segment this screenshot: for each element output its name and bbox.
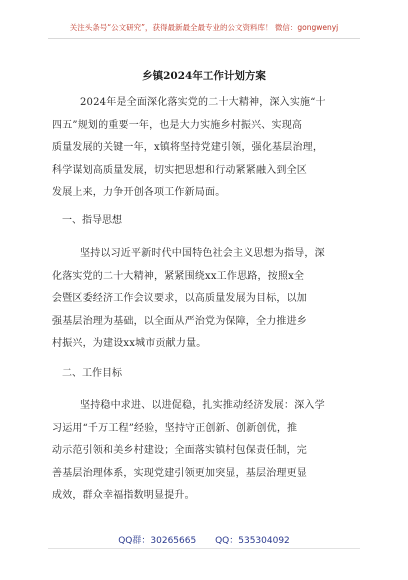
paragraph-line: 发展上来，力争开创各项工作新局面。 — [52, 187, 226, 198]
header-divider — [48, 38, 360, 39]
paragraph-line: 习运用“千万工程”经验，坚持守正创新、创新创优，推 — [52, 422, 298, 434]
paragraph-line: 强基层治理为基础，以全面从严治党为保障，全力推进乡 — [52, 315, 307, 327]
paragraph-line: 动示范引领和美乡村建设；全面落实镇村包保责任制，完 — [52, 445, 307, 456]
paragraph-line: 会暨区委经济工作会议要求，以高质量发展为目标，以加 — [52, 293, 307, 304]
intro-paragraph — [52, 92, 352, 205]
paragraph-line: 善基层治理体系，实现党建引领更加突显，基层治理更显 — [52, 467, 307, 479]
work-goals-paragraph — [52, 395, 352, 508]
header-banner: 关注头条号“公文研究”，获得最新最全最专业的公文资料库！ 微信：gongwenyj — [69, 23, 339, 32]
paragraph-line: 2024年是全面深化落实党的二十大精神，深入实施“十 — [80, 97, 326, 108]
guiding-ideology-paragraph — [52, 243, 352, 356]
footer-divider — [48, 548, 360, 549]
paragraph-line: 科学谋划高质量发展，切实把思想和行动紧紧融入到全区 — [52, 164, 307, 176]
paragraph-line: 化落实党的二十大精神，紧紧围绕xx工作思路，按照x全 — [52, 270, 305, 282]
footer-qq-group: QQ群：30265665 — [118, 536, 197, 546]
section-heading-guiding-ideology: 一、指导思想 — [62, 215, 122, 226]
section-heading-work-goals: 二、工作目标 — [62, 368, 122, 379]
paragraph-line: 四五”规划的重要一年，也是大力实施乡村振兴、实现高 — [52, 119, 303, 131]
footer-contact — [0, 533, 408, 546]
paragraph-line: 成效，群众幸福指数明显提升。 — [52, 490, 195, 501]
paragraph-line: 坚持稳中求进、以进促稳，扎实推动经济发展：深入学 — [80, 400, 325, 411]
paragraph-line: 坚持以习近平新时代中国特色社会主义思想为指导，深 — [80, 248, 325, 259]
paragraph-line: 村振兴，为建设xx城市贡献力量。 — [52, 338, 207, 349]
footer-qq: QQ：535304092 — [215, 536, 290, 546]
page-title: 乡镇2024年工作计划方案 — [142, 70, 266, 82]
paragraph-line: 质量发展的关键一年，x镇将坚持党建引领，强化基层治理， — [52, 142, 324, 153]
